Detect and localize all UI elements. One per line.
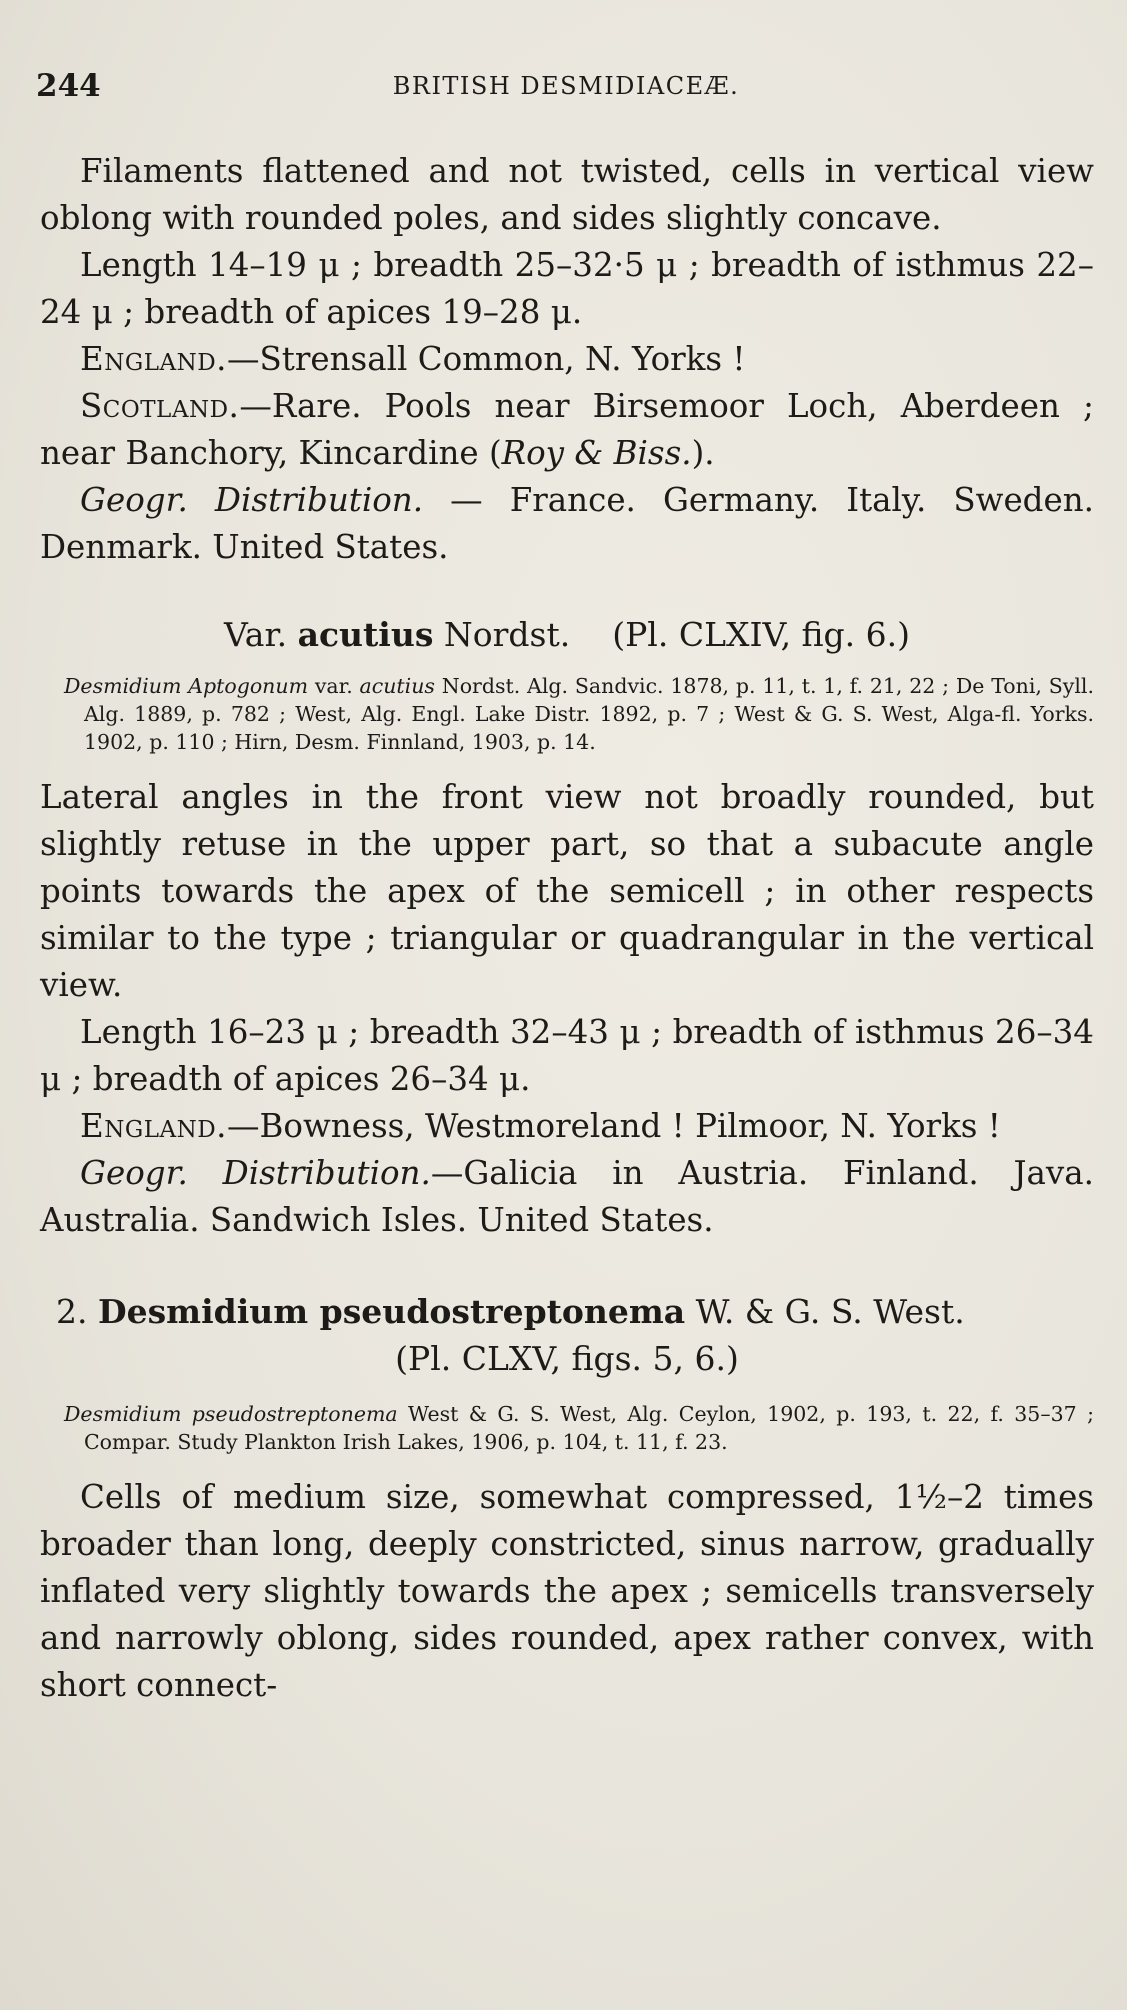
variety-description: Lateral angles in the front view not broadly rounded, but slightly retuse in the upper part, so that a subacute angle points towards the apex of the semicell ; in other respects similar to the type ; triangular or quadrangular in the vertical view.: [40, 778, 1094, 1004]
geogr-label: Geogr. Distribution.: [80, 481, 424, 519]
variety-england-text: —Bowness, Westmoreland ! Pilmoor, N. Yorks !: [227, 1107, 1001, 1145]
variety-plate: (Pl. CLXIV, fig. 6.): [612, 615, 911, 654]
species-ref-citations: West & G. S. West, Alg. Ceylon, 1902, p. 193, t. 22, f. 35–37 ; Compar. Study Plankton Irish Lakes, 1906, p. 104, t. 11, f. 23.: [84, 1402, 1094, 1454]
species-description: Cells of medium size, somewhat compressed, 1½–2 times broader than long, deeply constricted, sinus narrow, gradually inflated very slightly towards the apex ; semicells transversely and narrowly oblong, sides rounded, apex rather convex, with short connect-: [40, 1478, 1094, 1704]
variety-name: acutius: [297, 615, 434, 654]
variety-geogr: [40, 1150, 1094, 1244]
ref-var: var.: [308, 674, 360, 698]
species-heading: [40, 1288, 1094, 1335]
running-title: BRITISH DESMIDIACEÆ.: [392, 72, 740, 100]
scotland-text-end: ).: [691, 434, 715, 472]
species-plate: (Pl. CLXV, figs. 5, 6.): [395, 1339, 739, 1378]
variety-england: [40, 1103, 1094, 1150]
species-ref-name: Desmidium pseudostreptonema: [64, 1402, 398, 1426]
species-author: W. & G. S. West.: [685, 1292, 965, 1331]
page-number: 244: [36, 68, 101, 104]
ref-varname: acutius: [359, 674, 435, 698]
species-name: Desmidium pseudostreptonema: [97, 1292, 686, 1331]
ref-genus: Desmidium Aptogonum: [64, 674, 309, 698]
england-text: —Strensall Common, N. Yorks !: [227, 340, 746, 378]
variety-prefix: Var.: [223, 615, 298, 654]
variety-measurements: Length 16–23 μ ; breadth 32–43 μ ; breadth of isthmus 26–34 μ ; breadth of apices 26–34 μ.: [40, 1013, 1094, 1098]
variety-reference: [40, 672, 1094, 756]
ref-citations: Nordst. Alg. Sandvic. 1878, p. 11, t. 1, f. 21, 22 ; De Toni, Syll. Alg. 1889, p. 782 ; West, Alg. Engl. Lake Distr. 1892, p. 7 ; West & G. S. West, Alga-fl. Yorks. 1902, p. 110 ; Hirn, Desm. Finnland, 1903, p. 14.: [84, 674, 1094, 754]
page-body: [40, 148, 1094, 1709]
page-header: [36, 68, 1096, 108]
scotland-authors: Roy & Biss.: [501, 434, 692, 472]
scotland-label: Scotland.: [80, 387, 240, 425]
england-paragraph: [40, 336, 1094, 383]
scotland-paragraph: [40, 383, 1094, 477]
variety-england-label: England.: [80, 1107, 228, 1145]
species-reference: [40, 1400, 1094, 1456]
measurements-paragraph: Length 14–19 μ ; breadth 25–32·5 μ ; breadth of isthmus 22–24 μ ; breadth of apices 19–28 μ.: [40, 246, 1094, 331]
description-paragraph: Filaments flattened and not twisted, cells in vertical view oblong with rounded poles, and sides slightly concave.: [40, 152, 1094, 237]
variety-geogr-text: —Galicia in Austria. Finland. Java. Australia. Sandwich Isles. United States.: [40, 1154, 1094, 1239]
england-label: England.: [80, 340, 228, 378]
variety-author: Nordst.: [433, 615, 571, 654]
species-number: 2.: [56, 1292, 98, 1331]
variety-geogr-label: Geogr. Distribution.: [80, 1154, 431, 1192]
variety-heading: [40, 615, 1094, 654]
geogr-paragraph: [40, 477, 1094, 571]
scotland-text: —Rare. Pools near Birsemoor Loch, Aberdeen ; near Banchory, Kincardine (: [40, 387, 1094, 472]
geogr-text: — France. Germany. Italy. Sweden. Denmark. United States.: [40, 481, 1094, 566]
